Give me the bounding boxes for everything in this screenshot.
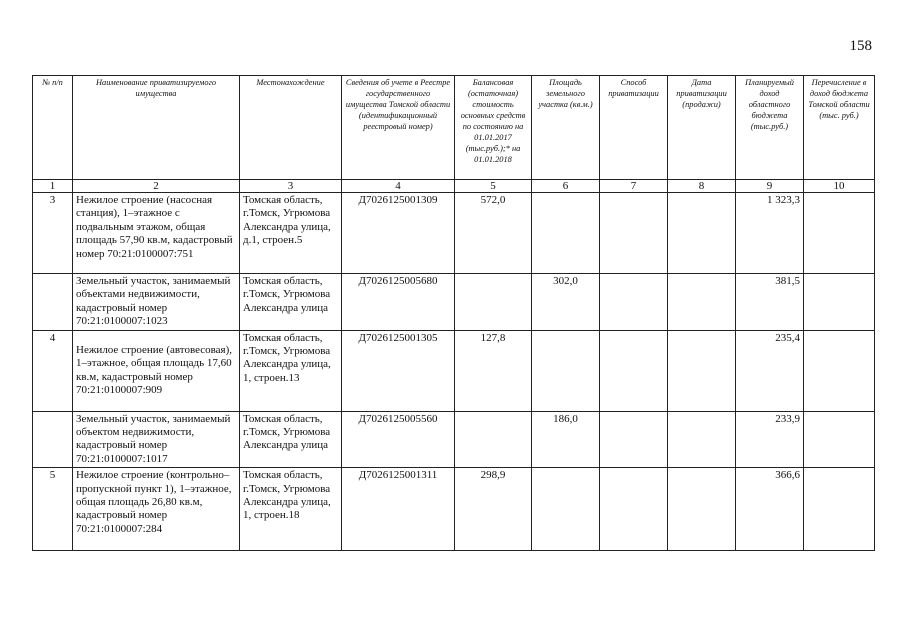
registry-number: Д7026125001309	[342, 193, 455, 274]
column-number: 6	[532, 180, 600, 193]
balance-value: 127,8	[455, 330, 532, 411]
column-number: 3	[240, 180, 342, 193]
privatization-date	[668, 193, 736, 274]
property-name: Земельный участок, занимаемый объектом недвижимости, кадастровый номер 70:21:0100007:1017	[73, 411, 240, 468]
property-location: Томская область, г.Томск, Угрюмова Александра улица, д.1, строен.5	[240, 193, 342, 274]
balance-value	[455, 411, 532, 468]
property-name: Нежилое строение (контрольно–пропускной пункт 1), 1–этажное, общая площадь 26,80 кв.м, кадастровый номер 70:21:0100007:284	[73, 468, 240, 551]
header-num: № п/п	[33, 76, 73, 180]
privatization-method	[600, 411, 668, 468]
table-row	[33, 468, 875, 551]
privatization-date	[668, 468, 736, 551]
balance-value: 298,9	[455, 468, 532, 551]
privatization-date	[668, 330, 736, 411]
budget-transfer	[804, 193, 875, 274]
privatization-method	[600, 193, 668, 274]
row-number: 3	[33, 193, 73, 274]
privatization-method	[600, 468, 668, 551]
planned-income: 1 323,3	[736, 193, 804, 274]
privatization-method	[600, 330, 668, 411]
property-location: Томская область, г.Томск, Угрюмова Александра улица, 1, строен.18	[240, 468, 342, 551]
property-location: Томская область, г.Томск, Угрюмова Александра улица, 1, строен.13	[240, 330, 342, 411]
column-number-row	[33, 180, 875, 193]
header-balance: Балансовая (остаточная) стоимость основных средств по состоянию на 01.01.2017 (тыс.руб.);* на 01.01.2018	[455, 76, 532, 180]
planned-income: 233,9	[736, 411, 804, 468]
budget-transfer	[804, 330, 875, 411]
budget-transfer	[804, 274, 875, 331]
registry-number: Д7026125005560	[342, 411, 455, 468]
property-location: Томская область, г.Томск, Угрюмова Александра улица	[240, 411, 342, 468]
column-number: 10	[804, 180, 875, 193]
header-date: Дата приватизации (продажи)	[668, 76, 736, 180]
column-number: 5	[455, 180, 532, 193]
land-area	[532, 193, 600, 274]
column-number: 8	[668, 180, 736, 193]
privatization-date	[668, 274, 736, 331]
land-area: 302,0	[532, 274, 600, 331]
planned-income: 235,4	[736, 330, 804, 411]
header-method: Способ приватизации	[600, 76, 668, 180]
column-number: 1	[33, 180, 73, 193]
column-number: 7	[600, 180, 668, 193]
registry-number: Д7026125001311	[342, 468, 455, 551]
budget-transfer	[804, 411, 875, 468]
row-number	[33, 274, 73, 331]
land-area	[532, 330, 600, 411]
land-area	[532, 468, 600, 551]
header-registry: Сведения об учете в Реестре государственного имущества Томской области (идентификационный реестровый номер)	[342, 76, 455, 180]
column-number: 9	[736, 180, 804, 193]
balance-value: 572,0	[455, 193, 532, 274]
privatization-date	[668, 411, 736, 468]
table-row	[33, 274, 875, 331]
registry-number: Д7026125005680	[342, 274, 455, 331]
planned-income: 381,5	[736, 274, 804, 331]
header-area: Площадь земельного участка (кв.м.)	[532, 76, 600, 180]
header-row	[33, 76, 875, 180]
row-number	[33, 411, 73, 468]
planned-income: 366,6	[736, 468, 804, 551]
row-number: 4	[33, 330, 73, 411]
page-number: 158	[849, 38, 872, 54]
header-income: Планируемый доход областного бюджета (тыс.руб.)	[736, 76, 804, 180]
column-number: 2	[73, 180, 240, 193]
property-name: Нежилое строение (насосная станция), 1–этажное с подвальным этажом, общая площадь 57,90 кв.м, кадастровый номер 70:21:0100007:751	[73, 193, 240, 274]
privatization-table	[32, 75, 875, 551]
column-number: 4	[342, 180, 455, 193]
header-location: Местонахождение	[240, 76, 342, 180]
row-number: 5	[33, 468, 73, 551]
property-location: Томская область, г.Томск, Угрюмова Александра улица	[240, 274, 342, 331]
registry-number: Д7026125001305	[342, 330, 455, 411]
balance-value	[455, 274, 532, 331]
privatization-method	[600, 274, 668, 331]
budget-transfer	[804, 468, 875, 551]
header-name: Наименование приватизируемого имущества	[73, 76, 240, 180]
land-area: 186,0	[532, 411, 600, 468]
header-transfer: Перечисление в доход бюджета Томской области (тыс. руб.)	[804, 76, 875, 180]
table-row	[33, 411, 875, 468]
table-row	[33, 193, 875, 274]
table-row	[33, 330, 875, 411]
property-name: Земельный участок, занимаемый объектами недвижимости, кадастровый номер 70:21:0100007:1023	[73, 274, 240, 331]
property-name: Нежилое строение (автовесовая), 1–этажное, общая площадь 17,60 кв.м, кадастровый номер 70:21:0100007:909	[73, 330, 240, 411]
